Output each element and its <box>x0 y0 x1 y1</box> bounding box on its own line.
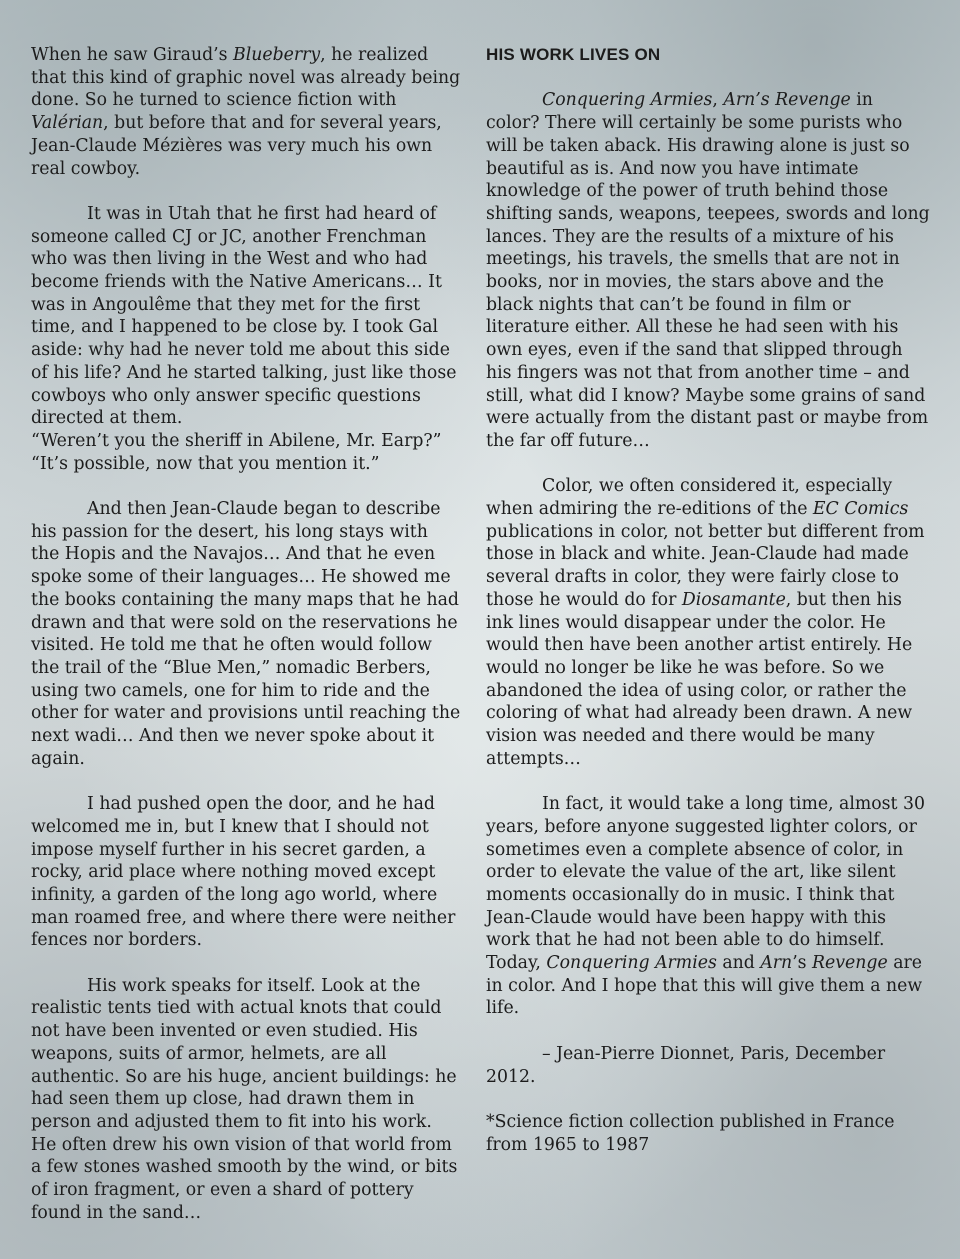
paragraph-garden: I had pushed open the door, and he had welcomed me in, but I knew that I should not impose myself further in his secret garden, a rocky, arid place where nothing moved except infinity, a garden of the long ago world, where man roamed free, and where there were neither fences nor borders. <box>31 794 456 951</box>
quote-reply: “It’s possible, now that you mention it.” <box>31 453 380 474</box>
title-conquering-armies-2: Conquering Armies <box>546 953 717 974</box>
paragraph-color: Color, we often considered it, especially when admiring the re-editions of the EC Comics publications in color, not better but different from those in black and white. Jean-Claude had made several drafts in color, they were fairly close to those he would do for Diosamante, but then his ink lines would disappear under the color. He would then have been another artist entirely. He would no longer be like he was before. So we abandoned the idea of using color, or rather the coloring of what had already been drawn. A new vision was needed and there would be many attempts… <box>486 476 925 769</box>
right-column <box>486 44 931 1179</box>
title-blueberry: Blueberry <box>233 45 321 65</box>
footnote: *Science fiction collection published in France from 1965 to 1987 <box>486 1111 895 1155</box>
quote-sheriff: “Weren’t you the sheriff in Abilene, Mr. Earp?” <box>31 430 442 451</box>
title-valerian: Valérian <box>31 113 104 134</box>
paragraph-in-fact: In fact, it would take a long time, almost 30 years, before anyone suggested lighter colors, or sometimes even a complete absence of color, in order to elevate the value of the art, like silent moments occasionally do in music. I think that Jean-Claude would have been happy with this work that he had not been able to do himself. Today, Conquering Armies and Arn’s Revenge are in color. And I hope that this will give them a new life. <box>486 794 925 1019</box>
title-diosamante: Diosamante <box>681 589 786 610</box>
title-arns-revenge: Arn’s Revenge <box>723 90 851 111</box>
title-revenge: Revenge <box>812 953 888 974</box>
signature: – Jean-Pierre Dionnet, Paris, December 2012. <box>486 1043 886 1087</box>
paragraph-utah: It was in Utah that he first had heard of someone called CJ or JC, another Frenchman who was then living in the West and who had become friends with the Native Americans… It was in Angoulême that they met for the first time, and I happened to be close by. I took Gal aside: why had he never told me about this side of his life? And he started talking, just like those cowboys who only answer specific questions directed at them. “Weren’t you the sheriff in Abilene, Mr. Earp?” “It’s possible, now that you mention it.” <box>31 203 461 475</box>
paragraph-in-color: Conquering Armies, Arn’s Revenge in color? There will certainly be some purists who will be taken aback. His drawing alone is just so beautiful as is. And now you have intimate knowledge of the power of truth behind those shifting sands, weapons, teepees, swords and long lances. They are the results of a mixture of his meetings, his travels, the smells that are not in books, nor in movies, the stars above and the black nights that can’t be found in film or literature either. All these he had seen with his own eyes, even if the sand that slipped through his fingers was not that from another time – and still, what did I know? Maybe some grains of sand were actually from the distant past or maybe from the far off future… <box>486 90 930 451</box>
title-ec-comics: EC Comics <box>812 499 909 520</box>
paragraph-desert: And then Jean-Claude began to describe his passion for the desert, his long stays with the Hopis and the Navajos… And that he even spoke some of their languages… He showed me the books containing the many maps that he had drawn and that were sold on the reservations he visited. He told me that he often would follow the trail of the “Blue Men,” nomadic Berbers, using two camels, one for him to ride and the other for water and provisions until reaching the next wadi… And then we never spoke about it again. <box>31 499 461 769</box>
left-column <box>31 44 461 1247</box>
title-conquering-armies: Conquering Armies <box>542 90 713 111</box>
section-heading: HIS WORK LIVES ON <box>486 45 661 64</box>
paragraph-work-speaks: His work speaks for itself. Look at the realistic tents tied with actual knots that could not have been invented or even studied. His weapons, suits of armor, helmets, are all authentic. So are his huge, ancient buildings: he had seen them up close, had drawn them in person and adjusted them to fit into his work. He often drew his own vision of that world from a few stones washed smooth by the wind, or bits of iron fragment, or even a shard of pottery found in the sand… <box>31 975 458 1223</box>
paragraph-blueberry: When he saw Giraud’s Blueberry, he realized that this kind of graphic novel was already being done. So he turned to science fiction with Valérian, but before that and for several years, Jean-Claude Mézières was very much his own real cowboy. <box>31 45 461 179</box>
title-arn: Arn <box>760 953 793 974</box>
